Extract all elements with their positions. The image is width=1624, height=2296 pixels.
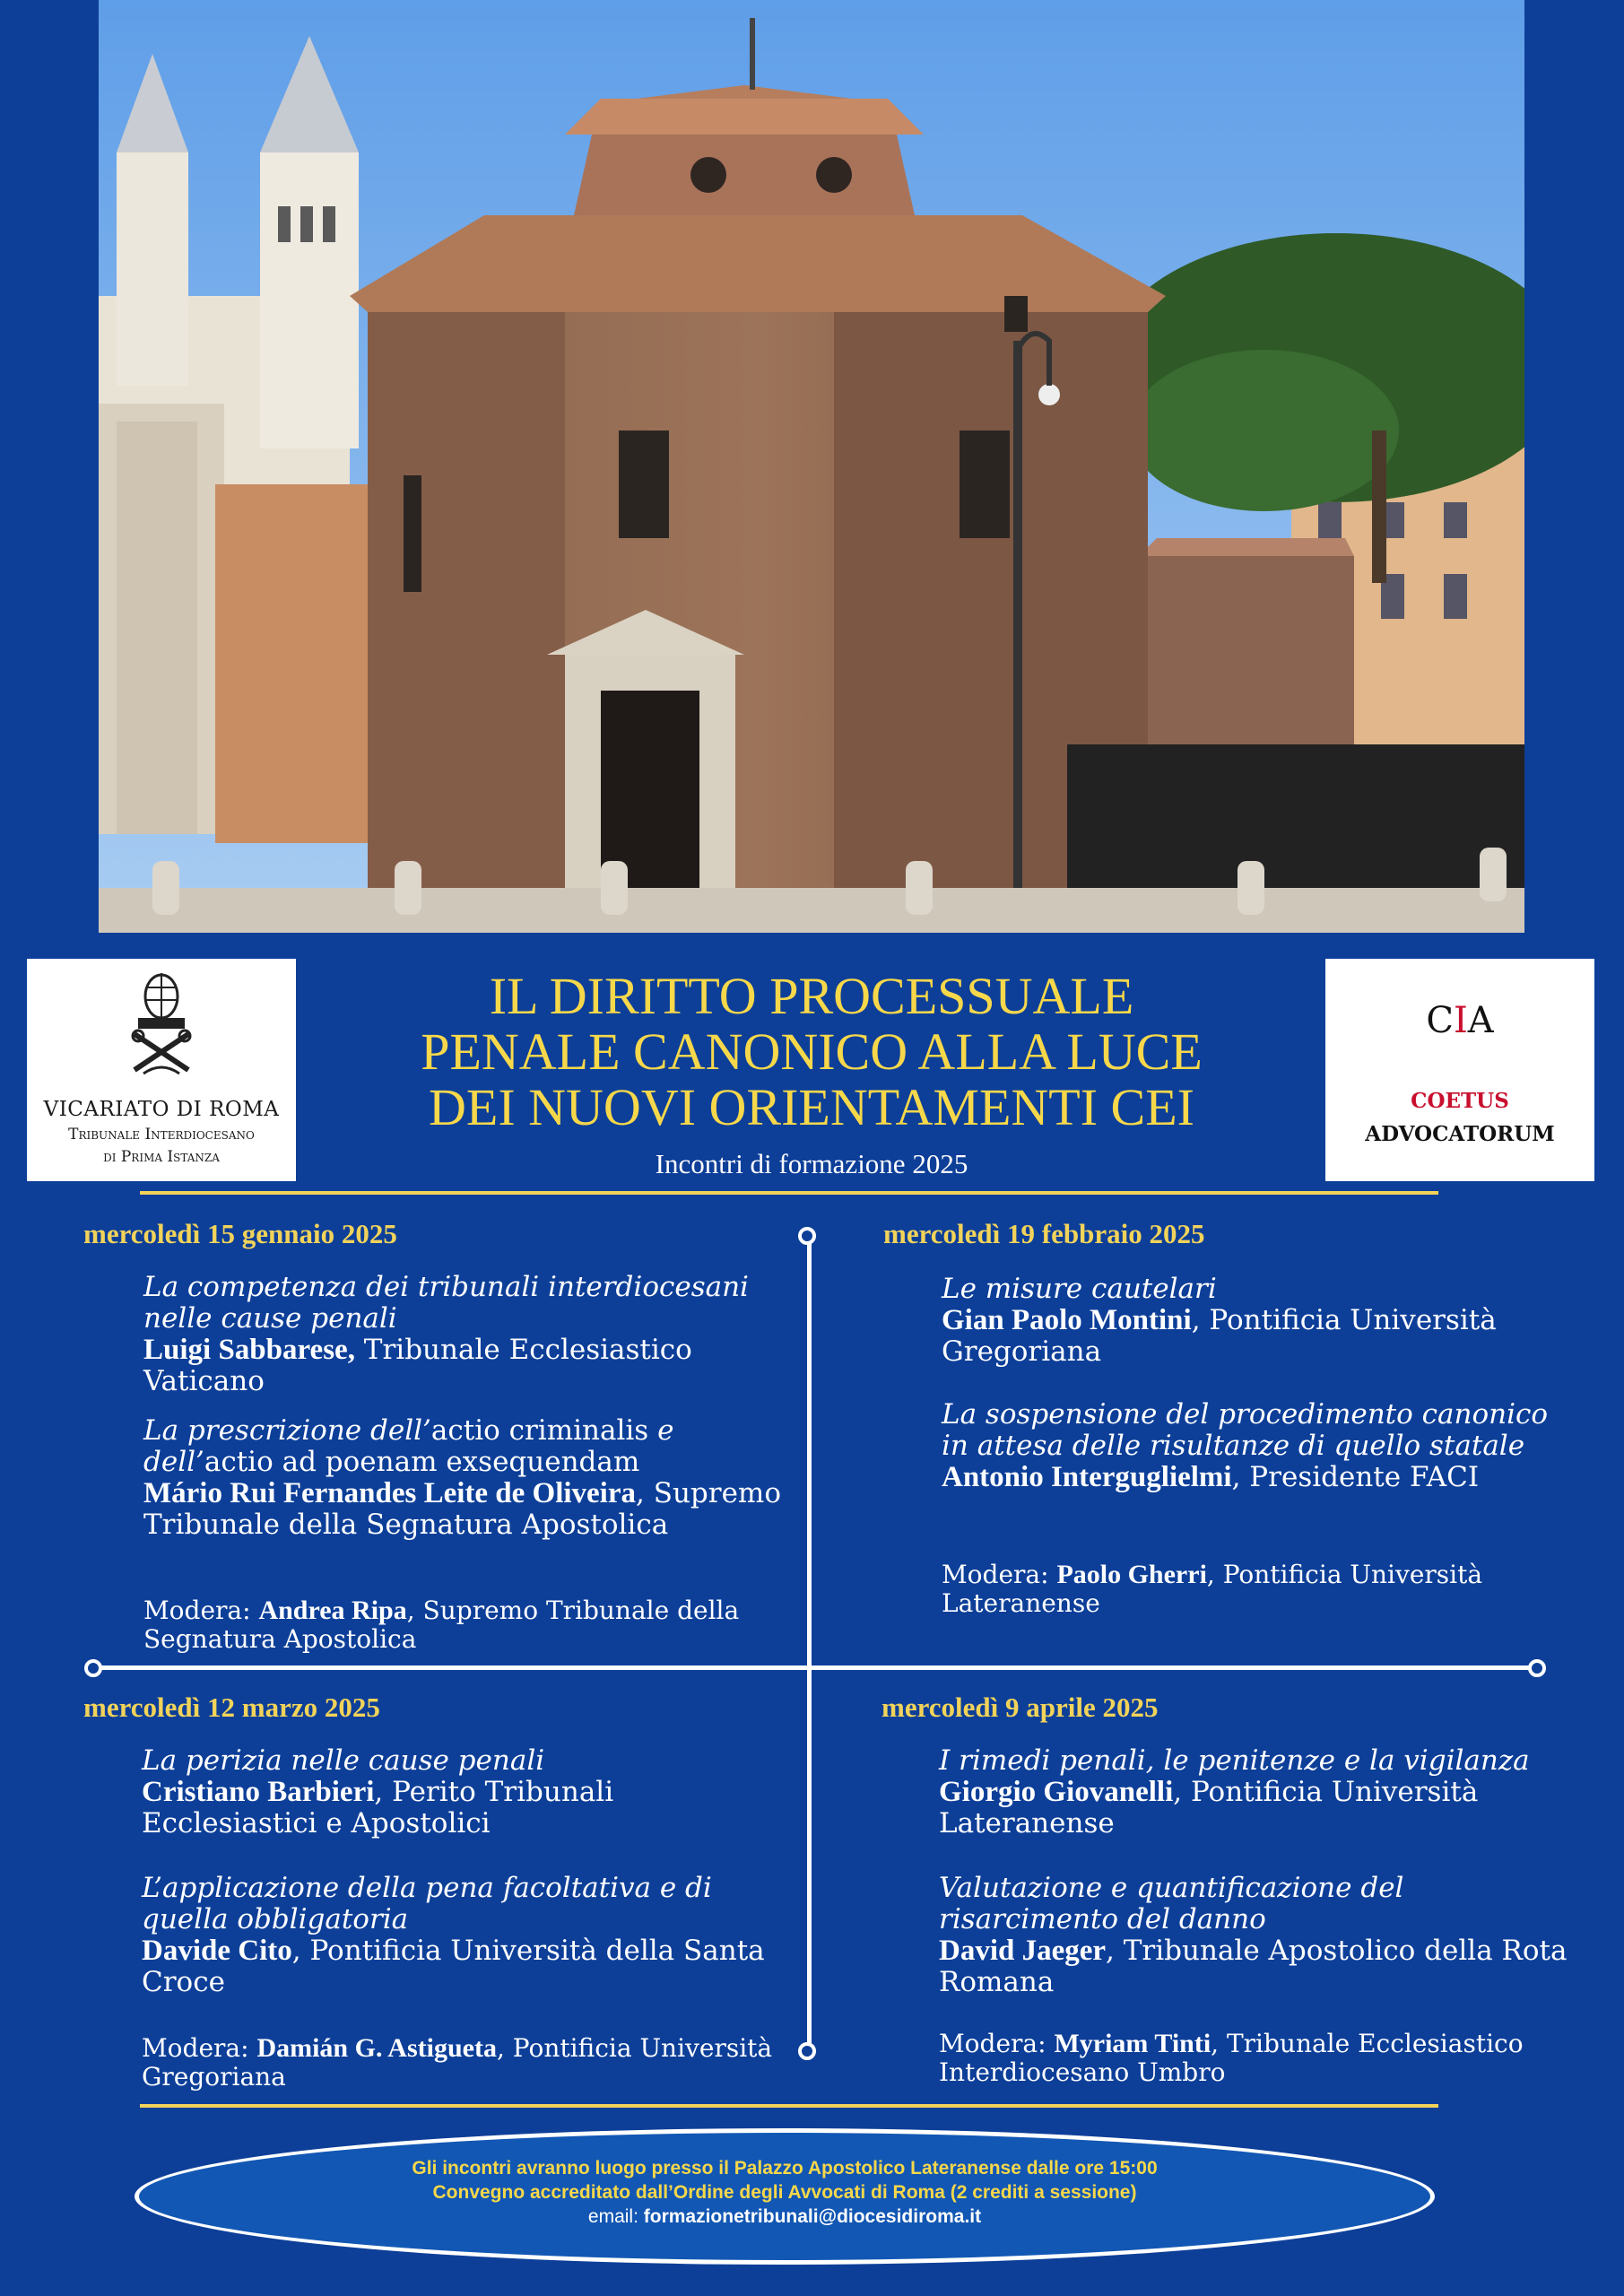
- speaker-affiliation: , Pontificia Università della Santa Croce: [142, 1935, 765, 1998]
- session-4-talk-1: [939, 1745, 1585, 1839]
- top-divider: [140, 1191, 1438, 1195]
- moderator-name: Andrea Ripa: [258, 1596, 407, 1625]
- talk-title: Le misure cautelari: [942, 1273, 1217, 1305]
- email-link[interactable]: formazionetribunali@diocesidiroma.it: [643, 2206, 982, 2227]
- session-1-moderator: [143, 1596, 789, 1654]
- moderator-label: Modera:: [142, 2033, 257, 2063]
- bottom-divider: [140, 2104, 1438, 2108]
- moderator-label: Modera:: [942, 1560, 1057, 1589]
- moderator-affiliation: , Supremo Tribunale della Segnatura Apostolica: [143, 1596, 740, 1654]
- session-4-talk-2: [939, 1873, 1585, 1998]
- tribunale-instance: di Prima Istanza: [103, 1148, 220, 1166]
- session-4-moderator: [939, 2030, 1585, 2087]
- speaker-name: Davide Cito: [142, 1935, 292, 1967]
- talk-title: La perizia nelle cause penali: [142, 1744, 545, 1777]
- page-subtitle: Incontri di formazione 2025: [655, 1148, 968, 1179]
- cia-monogram: [1325, 1000, 1594, 1041]
- talk-title: I rimedi penali, le penitenze e la vigilanza: [939, 1744, 1530, 1777]
- title-line-1: IL DIRITTO PROCESSUALE: [489, 967, 1134, 1025]
- speaker-affiliation: , Perito Tribunali Ecclesiastici e Apostolici: [142, 1776, 614, 1839]
- talk-title: [143, 1415, 789, 1478]
- tribunale-name: Tribunale Interdiocesano: [68, 1126, 255, 1144]
- baptistery-photo: [99, 0, 1524, 933]
- separator-dot-bottom: [798, 2042, 816, 2060]
- session-2-moderator: [942, 1561, 1569, 1618]
- session-3-talk-2: [142, 1873, 787, 1998]
- talk-title-part: actio ad poenam exsequendam: [204, 1446, 640, 1478]
- speaker-name: Gian Paolo Montini: [942, 1304, 1192, 1336]
- talk-title-part: actio criminalis: [430, 1414, 649, 1447]
- papal-coat-of-arms-icon: [126, 971, 197, 1079]
- talk-title: La sospensione del procedimento canonico in attesa delle risultanze di quello statale: [942, 1398, 1549, 1462]
- session-1-talk-1: [143, 1272, 789, 1397]
- separator-dot-left: [84, 1659, 102, 1677]
- moderator-name: Myriam Tinti: [1054, 2029, 1211, 2058]
- session-1-date: mercoledì 15 gennaio 2025: [83, 1218, 397, 1249]
- speaker-affiliation: , Supremo Tribunale della Segnatura Apostolica: [143, 1477, 781, 1541]
- moderator-name: Paolo Gherri: [1056, 1560, 1207, 1589]
- horizontal-separator: [93, 1665, 1537, 1670]
- cia-i: I: [1453, 1000, 1468, 1041]
- talk-title: Valutazione e quantificazione del risarcimento del danno: [939, 1872, 1404, 1935]
- speaker-affiliation: , Tribunale Apostolico della Rota Romana: [939, 1935, 1568, 1998]
- session-3-date: mercoledì 12 marzo 2025: [83, 1692, 380, 1723]
- speaker-affiliation: , Presidente FACI: [1231, 1461, 1480, 1493]
- title-line-2: PENALE CANONICO ALLA LUCE: [421, 1022, 1203, 1081]
- speaker-affiliation: , Pontificia Università Lateranense: [939, 1776, 1479, 1839]
- moderator-affiliation: , Tribunale Ecclesiastico Interdiocesano Umbro: [939, 2029, 1524, 2087]
- advocatorum-label: ADVOCATORUM: [1365, 1122, 1555, 1146]
- venue-info: Gli incontri avranno luogo presso il Palazzo Apostolico Lateranense dalle ore 15:00: [412, 2158, 1158, 2179]
- speaker-affiliation: , Pontificia Università Gregoriana: [942, 1304, 1497, 1368]
- moderator-affiliation: , Pontificia Università Gregoriana: [142, 2033, 773, 2092]
- session-3-moderator: [142, 2034, 787, 2092]
- vicariato-name: VICARIATO DI ROMA: [43, 1098, 280, 1121]
- speaker-name: Cristiano Barbieri: [142, 1776, 375, 1808]
- title-line-3: DEI NUOVI ORIENTAMENTI CEI: [429, 1078, 1194, 1136]
- cia-a: A: [1467, 1000, 1494, 1041]
- moderator-label: Modera:: [143, 1596, 259, 1625]
- speaker-name: Mário Rui Fernandes Leite de Oliveira: [143, 1477, 636, 1509]
- separator-dot-top: [798, 1227, 816, 1245]
- cia-c: C: [1426, 1000, 1454, 1041]
- session-2-talk-2: [942, 1399, 1569, 1493]
- speaker-name: David Jaeger: [939, 1935, 1107, 1967]
- speaker-affiliation: Tribunale Ecclesiastico Vaticano: [143, 1334, 692, 1397]
- email-label: email:: [587, 2206, 644, 2227]
- separator-dot-right: [1528, 1659, 1546, 1677]
- moderator-name: Damián G. Astigueta: [256, 2033, 497, 2063]
- talk-title: La competenza dei tribunali interdiocesani nelle cause penali: [143, 1271, 749, 1335]
- speaker-name: Antonio Interguglielmi: [942, 1461, 1232, 1493]
- page-title: [305, 969, 1318, 1135]
- accreditation-info: Convegno accreditato dall’Ordine degli Avvocati di Roma (2 crediti a sessione): [432, 2182, 1137, 2203]
- session-1-talk-2: [143, 1415, 789, 1541]
- vertical-separator: [807, 1236, 812, 2052]
- session-2-talk-1: [942, 1274, 1569, 1368]
- session-3-talk-1: [142, 1745, 787, 1839]
- moderator-affiliation: , Pontificia Università Lateranense: [942, 1560, 1483, 1618]
- coetus-label: COETUS: [1411, 1089, 1509, 1113]
- session-2-date: mercoledì 19 febbraio 2025: [883, 1218, 1205, 1249]
- session-4-date: mercoledì 9 aprile 2025: [881, 1692, 1159, 1723]
- vicariato-logo: [27, 959, 296, 1181]
- info-text: [135, 2156, 1435, 2229]
- talk-title: L’applicazione della pena facoltativa e di quella obbligatoria: [142, 1872, 712, 1935]
- talk-title-part: e dell’: [143, 1414, 674, 1478]
- speaker-name: Luigi Sabbarese,: [143, 1334, 355, 1366]
- talk-title-part: La prescrizione dell’: [143, 1414, 431, 1447]
- moderator-label: Modera:: [939, 2029, 1055, 2058]
- speaker-name: Giorgio Giovanelli: [939, 1776, 1174, 1808]
- coetus-advocatorum-logo: [1325, 959, 1594, 1181]
